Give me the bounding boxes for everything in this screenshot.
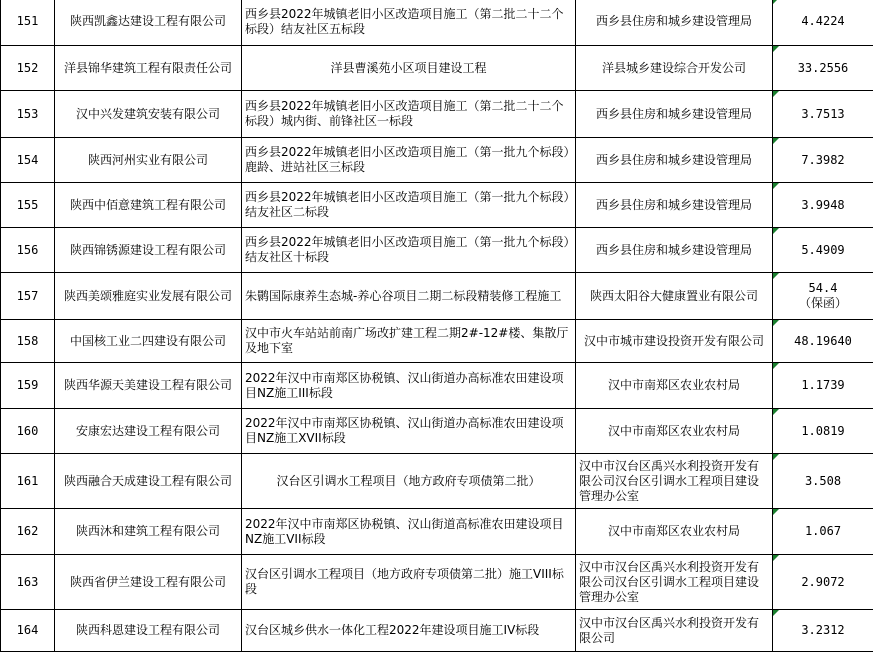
row-number: 160 xyxy=(1,409,55,454)
table-row xyxy=(1,555,873,610)
project-name: 西乡县2022年城镇老旧小区改造项目施工（第一批九个标段）鹿龄、进站社区三标段 xyxy=(242,138,576,183)
table-row xyxy=(1,91,873,138)
row-number: 161 xyxy=(1,454,55,509)
table-row xyxy=(1,138,873,183)
project-name: 西乡县2022年城镇老旧小区改造项目施工（第二批二十二个标段）结友社区五标段 xyxy=(242,0,576,46)
comment-flag-icon xyxy=(773,0,779,4)
amount-value: 54.4 xyxy=(808,281,838,295)
project-name: 朱鹮国际康养生态城-养心谷项目二期二标段精装修工程施工 xyxy=(242,273,576,320)
table-row xyxy=(1,454,873,509)
amount-value: 48.19640 xyxy=(794,333,852,348)
amount-note: （保函） xyxy=(798,296,847,310)
amount-cell xyxy=(773,610,873,652)
row-number: 152 xyxy=(1,46,55,91)
project-name: 汉台区引调水工程项目（地方政府专项债第二批）施工VIII标段 xyxy=(242,555,576,610)
row-number: 156 xyxy=(1,228,55,273)
owner-unit: 汉中市南郑区农业农村局 xyxy=(576,509,773,555)
company-name: 陕西融合天成建设工程有限公司 xyxy=(55,454,242,509)
project-name: 汉台区引调水工程项目（地方政府专项债第二批） xyxy=(242,454,576,509)
comment-flag-icon xyxy=(773,228,779,234)
amount-cell xyxy=(773,555,873,610)
row-number: 153 xyxy=(1,91,55,138)
owner-unit: 汉中市汉台区禹兴水利投资开发有限公司 xyxy=(576,610,773,652)
comment-flag-icon xyxy=(773,138,779,144)
amount-cell xyxy=(773,320,873,363)
amount-cell xyxy=(773,409,873,454)
amount-cell xyxy=(773,183,873,228)
comment-flag-icon xyxy=(773,320,779,326)
project-name: 西乡县2022年城镇老旧小区改造项目施工（第一批九个标段）结友社区十标段 xyxy=(242,228,576,273)
company-name: 陕西沐和建筑工程有限公司 xyxy=(55,509,242,555)
company-name: 陕西美颂雅庭实业发展有限公司 xyxy=(55,273,242,320)
amount-value: 33.2556 xyxy=(797,60,849,75)
row-number: 158 xyxy=(1,320,55,363)
amount-cell xyxy=(773,138,873,183)
amount-cell xyxy=(773,46,873,91)
owner-unit: 汉中市汉台区禹兴水利投资开发有限公司汉台区引调水工程项目建设管理办公室 xyxy=(576,454,773,509)
amount-value: 2.9072 xyxy=(801,574,845,589)
comment-flag-icon xyxy=(773,91,779,97)
table-row xyxy=(1,183,873,228)
row-number: 159 xyxy=(1,363,55,409)
amount-value: 3.9948 xyxy=(801,197,845,212)
row-number: 157 xyxy=(1,273,55,320)
comment-flag-icon xyxy=(773,509,779,515)
owner-unit: 汉中市汉台区禹兴水利投资开发有限公司汉台区引调水工程项目建设管理办公室 xyxy=(576,555,773,610)
project-name: 2022年汉中市南郑区协税镇、汉山街道办高标准农田建设项目NZ施工III标段 xyxy=(242,363,576,409)
company-name: 陕西河州实业有限公司 xyxy=(55,138,242,183)
amount-value: 1.067 xyxy=(804,524,842,538)
project-name: 洋县曹溪苑小区项目建设工程 xyxy=(242,46,576,91)
amount-value: 1.1739 xyxy=(801,378,845,392)
company-name: 陕西中佰意建筑工程有限公司 xyxy=(55,183,242,228)
row-number: 151 xyxy=(1,0,55,46)
amount-cell xyxy=(773,228,873,273)
project-name: 2022年汉中市南郑区协税镇、汉山街道高标准农田建设项目NZ施工VII标段 xyxy=(242,509,576,555)
amount-value: 3.2312 xyxy=(801,623,845,637)
table-row xyxy=(1,409,873,454)
comment-flag-icon xyxy=(773,183,779,189)
amount-cell xyxy=(773,509,873,555)
owner-unit: 西乡县住房和城乡建设管理局 xyxy=(576,138,773,183)
owner-unit: 汉中市南郑区农业农村局 xyxy=(576,409,773,454)
amount-value: 1.0819 xyxy=(801,423,845,438)
owner-unit: 西乡县住房和城乡建设管理局 xyxy=(576,228,773,273)
row-number: 163 xyxy=(1,555,55,610)
owner-unit: 汉中市南郑区农业农村局 xyxy=(576,363,773,409)
row-number: 162 xyxy=(1,509,55,555)
amount-value: 7.3982 xyxy=(801,152,845,167)
company-name: 汉中兴发建筑安装有限公司 xyxy=(55,91,242,138)
company-name: 陕西省伊兰建设工程有限公司 xyxy=(55,555,242,610)
amount-cell xyxy=(773,0,873,46)
table-row xyxy=(1,273,873,320)
company-name: 陕西凯鑫达建设工程有限公司 xyxy=(55,0,242,46)
project-name: 西乡县2022年城镇老旧小区改造项目施工（第二批二十二个标段）城内街、前锋社区一标段 xyxy=(242,91,576,138)
owner-unit: 陕西太阳谷大健康置业有限公司 xyxy=(576,273,773,320)
table-row xyxy=(1,46,873,91)
comment-flag-icon xyxy=(773,363,779,369)
owner-unit: 汉中市城市建设投资开发有限公司 xyxy=(576,320,773,363)
project-name: 汉中市火车站站前南广场改扩建工程二期2#-12#楼、集散厅及地下室 xyxy=(242,320,576,363)
owner-unit: 西乡县住房和城乡建设管理局 xyxy=(576,91,773,138)
amount-cell xyxy=(773,91,873,138)
row-number: 154 xyxy=(1,138,55,183)
comment-flag-icon xyxy=(773,555,779,561)
table-row xyxy=(1,228,873,273)
project-name: 西乡县2022年城镇老旧小区改造项目施工（第一批九个标段）结友社区二标段 xyxy=(242,183,576,228)
amount-value: 3.508 xyxy=(804,473,842,488)
amount-value: 5.4909 xyxy=(801,242,845,257)
comment-flag-icon xyxy=(773,46,779,52)
company-name: 陕西华源天美建设工程有限公司 xyxy=(55,363,242,409)
comment-flag-icon xyxy=(773,454,779,460)
company-name: 陕西科恩建设工程有限公司 xyxy=(55,610,242,652)
table-row xyxy=(1,363,873,409)
table-row xyxy=(1,320,873,363)
row-number: 155 xyxy=(1,183,55,228)
table-row xyxy=(1,610,873,652)
row-number: 164 xyxy=(1,610,55,652)
owner-unit: 西乡县住房和城乡建设管理局 xyxy=(576,0,773,46)
comment-flag-icon xyxy=(773,273,779,279)
owner-unit: 洋县城乡建设综合开发公司 xyxy=(576,46,773,91)
project-name: 汉台区城乡供水一体化工程2022年建设项目施工IV标段 xyxy=(242,610,576,652)
comment-flag-icon xyxy=(773,409,779,415)
amount-cell xyxy=(773,363,873,409)
company-name: 安康宏达建设工程有限公司 xyxy=(55,409,242,454)
comment-flag-icon xyxy=(773,610,779,616)
table-row xyxy=(1,0,873,46)
company-name: 洋县锦华建筑工程有限责任公司 xyxy=(55,46,242,91)
amount-value: 3.7513 xyxy=(801,106,845,121)
amount-cell xyxy=(773,273,873,320)
project-name: 2022年汉中市南郑区协税镇、汉山街道办高标准农田建设项目NZ施工XVII标段 xyxy=(242,409,576,454)
owner-unit: 西乡县住房和城乡建设管理局 xyxy=(576,183,773,228)
table-row xyxy=(1,509,873,555)
amount-cell xyxy=(773,454,873,509)
amount-value: 4.4224 xyxy=(801,14,845,28)
company-name: 中国核工业二四建设有限公司 xyxy=(55,320,242,363)
company-name: 陕西锦锈源建设工程有限公司 xyxy=(55,228,242,273)
